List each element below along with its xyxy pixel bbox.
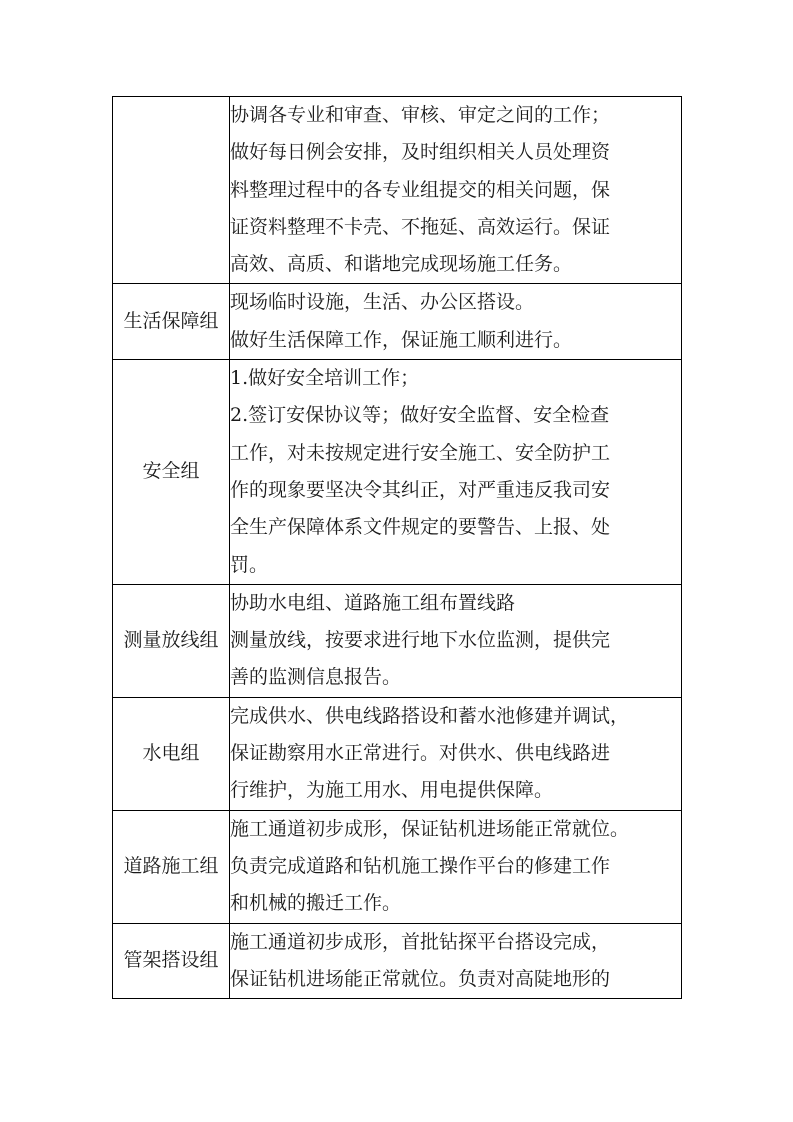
duty-line: 善的监测信息报告。 bbox=[230, 666, 402, 689]
table-row bbox=[113, 584, 682, 697]
group-name-cell: 安全组 bbox=[113, 360, 230, 585]
table-row bbox=[113, 97, 682, 284]
duty-line: 负责完成道路和钻机施工操作平台的修建工作 bbox=[230, 854, 611, 877]
duty-line: 证资料整理不卡壳、不拖延、高效运行。保证 bbox=[230, 215, 611, 238]
duty-line: 全生产保障体系文件规定的要警告、上报、处 bbox=[230, 516, 611, 539]
duty-line: 协调各专业和审查、审核、审定之间的工作； bbox=[230, 104, 611, 126]
duty-line: 完成供水、供电线路搭设和蓄水池修建并调试， bbox=[230, 704, 630, 727]
duty-line: 做好每日例会安排，及时组织相关人员处理资 bbox=[230, 141, 611, 164]
table-row bbox=[113, 284, 682, 360]
duty-line: 协助水电组、道路施工组布置线路 bbox=[230, 591, 516, 614]
duty-description-cell bbox=[230, 284, 682, 360]
group-name-cell: 生活保障组 bbox=[113, 284, 230, 360]
duty-description-cell bbox=[230, 923, 682, 999]
duty-description-cell bbox=[230, 360, 682, 585]
table-row bbox=[113, 360, 682, 585]
table-row bbox=[113, 697, 682, 810]
duty-description-cell bbox=[230, 697, 682, 810]
group-name-cell: 测量放线组 bbox=[113, 584, 230, 697]
duty-line: 和机械的搬迁工作。 bbox=[230, 892, 402, 915]
duty-line: 2.签订安保协议等；做好安全监督、安全检查 bbox=[230, 404, 610, 427]
duty-line: 高效、高质、和谐地完成现场施工任务。 bbox=[230, 253, 573, 276]
group-name-cell: 水电组 bbox=[113, 697, 230, 810]
duty-line: 罚。 bbox=[230, 553, 269, 576]
group-name-cell bbox=[113, 97, 230, 284]
duty-line: 保证钻机进场能正常就位。负责对高陡地形的 bbox=[230, 967, 611, 990]
duty-line: 料整理过程中的各专业组提交的相关问题，保 bbox=[230, 178, 611, 201]
duty-line: 现场临时设施，生活、办公区搭设。 bbox=[230, 291, 535, 314]
duty-line: 作的现象要坚决令其纠正，对严重违反我司安 bbox=[230, 478, 611, 501]
duty-description-cell bbox=[230, 810, 682, 923]
duty-description-cell bbox=[230, 97, 682, 284]
duty-line: 做好生活保障工作，保证施工顺利进行。 bbox=[230, 328, 573, 351]
duty-line: 行维护，为施工用水、用电提供保障。 bbox=[230, 779, 554, 802]
table-row bbox=[113, 810, 682, 923]
duty-line: 施工通道初步成形，首批钻探平台搭设完成， bbox=[230, 930, 611, 953]
table-row bbox=[113, 923, 682, 999]
duty-line: 保证勘察用水正常进行。对供水、供电线路进 bbox=[230, 742, 611, 765]
duty-line: 测量放线，按要求进行地下水位监测，提供完 bbox=[230, 629, 611, 652]
group-name-cell: 道路施工组 bbox=[113, 810, 230, 923]
duty-line: 施工通道初步成形，保证钻机进场能正常就位。 bbox=[230, 817, 630, 840]
duty-description-cell bbox=[230, 584, 682, 697]
duty-table bbox=[112, 96, 682, 999]
duty-line: 工作，对未按规定进行安全施工、安全防护工 bbox=[230, 441, 611, 464]
group-name-cell: 管架搭设组 bbox=[113, 923, 230, 999]
duty-line: 1.做好安全培训工作； bbox=[230, 367, 420, 390]
